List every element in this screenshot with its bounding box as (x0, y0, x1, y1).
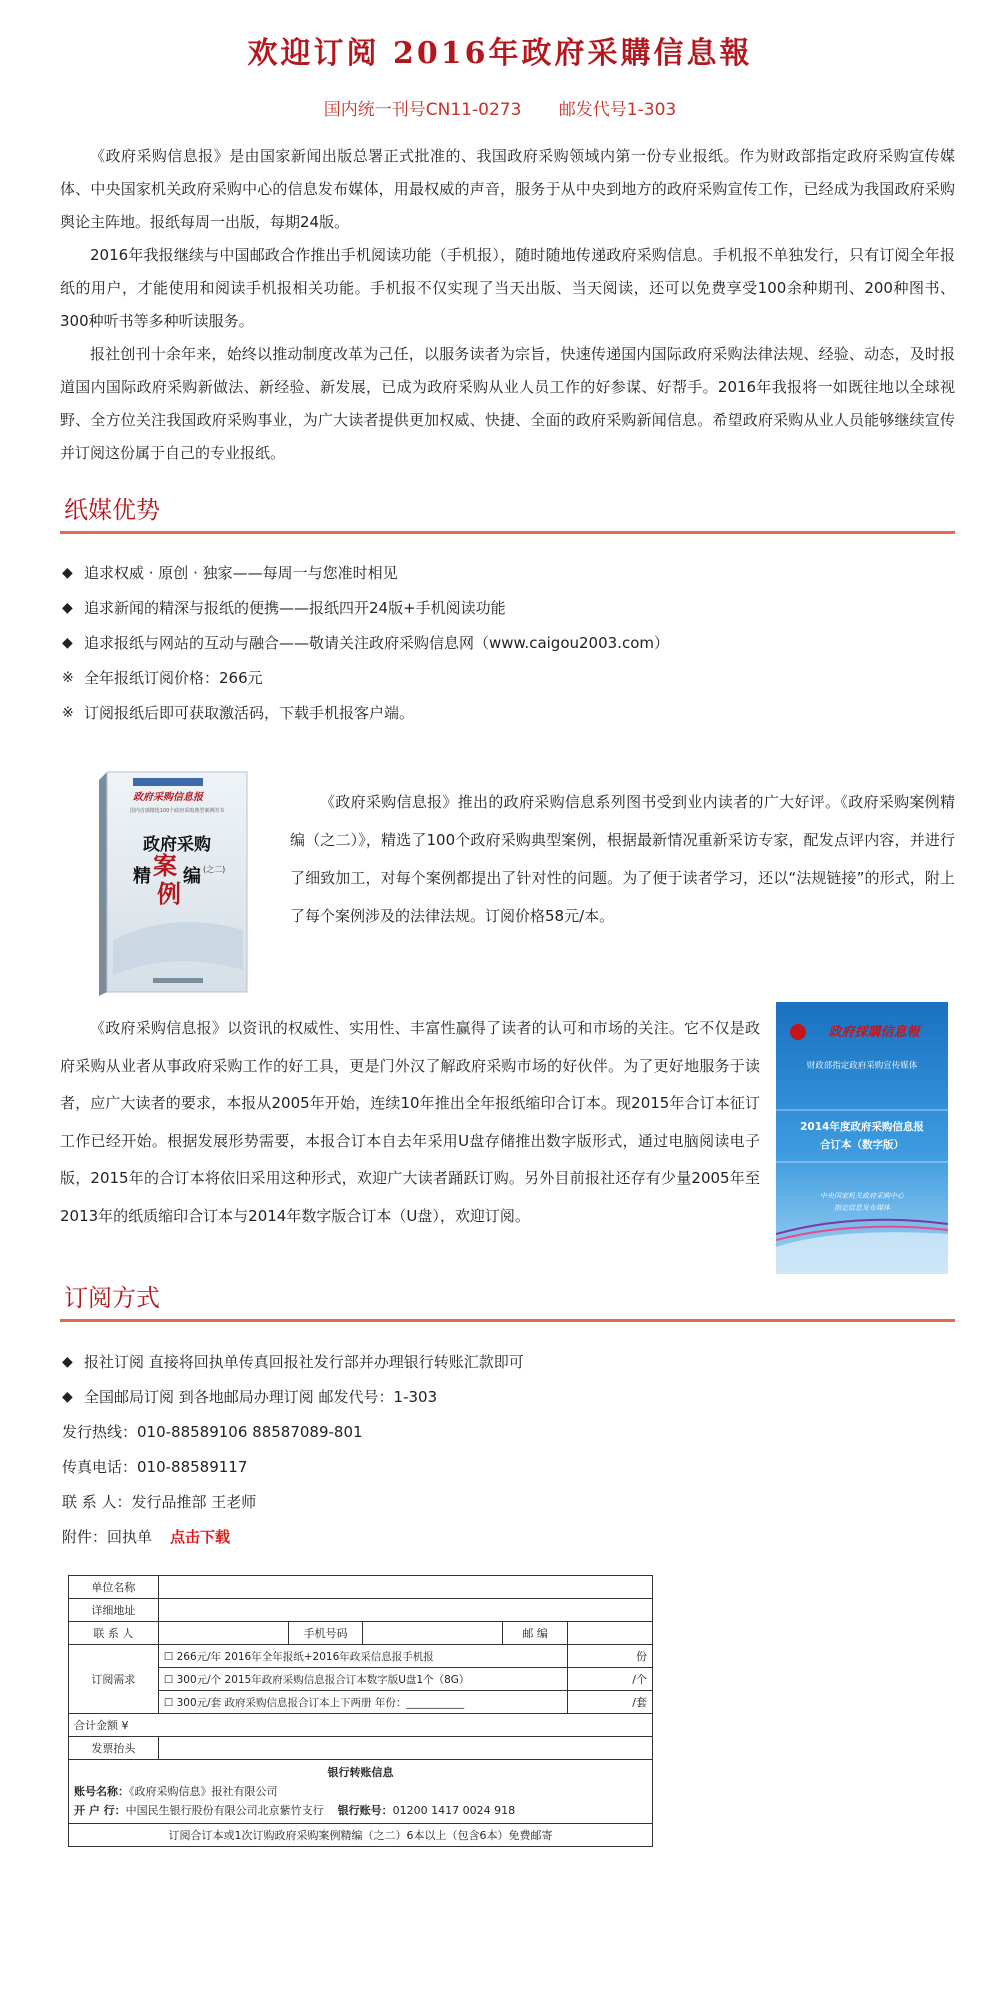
list-item: ※ 订阅报纸后即可获取激活码，下载手机报客户端。 (62, 704, 415, 722)
book-cover-image (93, 770, 253, 998)
book-description: 《政府采购信息报》推出的政府采购信息系列图书受到业内读者的广大好评。《政府采购案例精编（之二）》，精选了100个政府采购典型案例，根据最新情况重新采访专家，配发点评内容，并进行了细致加工，对每个案例都提出了针对性的问题。为了便于读者学习，还以“法规链接”的形式，附上了每个案例涉及的法律法规。订阅价格58元/本。 (290, 793, 955, 925)
address-field[interactable] (158, 1599, 652, 1622)
intro-paragraph: 报社创刊十余年来，始终以推动制度改革为己任，以服务读者为宗旨，快速传递国内国际政府采购法律法规、经验、动态，及时报道国内国际政府采购新做法、新经验、新发展，已成为政府采购从业人员工作的好参谋、好帮手。2016年我报将一如既往地以全球视野、全方位关注我国政府采购事业，为广大读者提供更加权威、快捷、全面的政府采购新闻信息。希望政府采购从业人员能够继续宣传并订阅这份属于自己的专业报纸。 (60, 345, 955, 462)
paper-advantages-list (62, 556, 957, 731)
postal-code: 邮发代号1-303 (558, 100, 677, 120)
option-checkbox[interactable]: ☐ 266元/年 2016年全年报纸+2016年政采信息报手机报 (158, 1645, 567, 1668)
form-label: 订阅需求 (69, 1645, 159, 1714)
svg-text:例: 例 (157, 880, 181, 908)
section-header-paper (60, 490, 955, 534)
option-unit: 份 (568, 1645, 653, 1668)
phone-field[interactable] (363, 1622, 503, 1645)
svg-text:案: 案 (153, 852, 177, 880)
svg-text:编: 编 (183, 866, 201, 887)
subscription-form (68, 1575, 653, 1847)
option-checkbox[interactable]: ☐ 300元/套 政府采购信息报合订本上下两册 年份：___________ (158, 1691, 567, 1714)
list-item: ◆ 全国邮局订阅 到各地邮局办理订阅 邮发代号：1-303 (62, 1388, 438, 1406)
unit-name-field[interactable] (158, 1576, 652, 1599)
form-label: 详细地址 (69, 1599, 159, 1622)
account-number: 01200 1417 0024 918 (392, 1804, 516, 1817)
list-item: ◆ 报社订阅 直接将回执单传真回报社发行部并办理银行转账汇款即可 (62, 1353, 524, 1371)
book-cover-header: 政府采购信息报 (133, 792, 203, 803)
cover-slogan: 财政部指定政府采购宣传媒体 (806, 1061, 918, 1071)
account-name: 《政府采购信息》报社有限公司 (129, 1785, 278, 1798)
annual-volume-description: 《政府采购信息报》以资讯的权威性、实用性、丰富性赢得了读者的认可和市场的关注。它不仅是政府采购从业者从事政府采购工作的好工具，更是门外汉了解政府采购市场的好伙伴。为了更好地服务于读者，应广大读者的要求，本报从2005年开始，连续10年推出全年报纸缩印合订本。现2015年合订本征订工作已经开始。根据发展形势需要，本报合订本自去年采用U盘存储推出数字版形式，通过电脑阅读电子版，2015年的合订本将依旧采用这种形式，欢迎广大读者踊跃订购。另外目前报社还存有少量2005年至2013年的纸质缩印合订本与2014年数字版合订本（U盘），欢迎订阅。 (60, 1019, 760, 1225)
list-item: ※ 全年报纸订阅价格：266元 (62, 669, 263, 687)
cover-title: 2014年度政府采购信息报 (800, 1121, 924, 1133)
list-item: ◆ 追求新闻的精深与报纸的便携——报纸四开24版+手机阅读功能 (62, 599, 506, 617)
option-unit: /套 (568, 1691, 653, 1714)
attachment-row (62, 1520, 957, 1555)
intro-paragraph: 《政府采购信息报》是由国家新闻出版总署正式批准的、我国政府采购领域内第一份专业报纸。作为财政部指定政府采购宣传媒体、中央国家机关政府采购中心的信息发布媒体，用最权威的声音，服务于从中央到地方的政府采购宣传工作，已经成为我国政府采购舆论主阵地。报纸每周一出版，每期24版。 (60, 147, 955, 231)
attachment-label: 附件：回执单 (62, 1528, 153, 1546)
list-item: ◆ 追求报纸与网站的互动与融合——敬请关注政府采购信息网（www.caigou2003.com） (62, 634, 669, 652)
cover-subtitle: 合订本（数字版） (820, 1139, 904, 1151)
subscription-info (62, 1345, 957, 1555)
book-cover-sub: 国内首部精选100个政府采购典型案例的书 (129, 808, 225, 814)
list-item: ◆ 追求权威 · 原创 · 独家——每周一与您准时相见 (62, 564, 398, 582)
form-label: 联 系 人 (69, 1622, 159, 1645)
option-unit: /个 (568, 1668, 653, 1691)
section-heading: 纸媒优势 (64, 496, 160, 524)
cover-logo: 政府採購信息報 (828, 1025, 920, 1040)
subtitle (0, 95, 1000, 120)
section-header-subscribe (60, 1278, 955, 1322)
download-link[interactable]: 点击下载 (170, 1528, 231, 1546)
svg-text:精: 精 (133, 866, 151, 887)
form-note: 订阅合订本或1次订购政府采购案例精编（之二）6本以上（包含6本）免费邮寄 (69, 1824, 653, 1847)
page-title: 欢迎订阅 2016年政府采購信息報 (247, 36, 753, 71)
bank-name: 中国民生银行股份有限公司北京紫竹支行 (125, 1804, 324, 1817)
zip-field[interactable] (568, 1622, 653, 1645)
option-checkbox[interactable]: ☐ 300元/个 2015年政府采购信息报合订本数字版U盘1个（8G） (158, 1668, 567, 1691)
svg-text:指定信息发布媒体: 指定信息发布媒体 (834, 1204, 890, 1212)
form-label: 单位名称 (69, 1576, 159, 1599)
issn-number: 国内统一刊号CN11-0273 (323, 100, 522, 120)
intro-section (60, 140, 955, 470)
intro-paragraph: 2016年我报继续与中国邮政合作推出手机阅读功能（手机报），随时随地传递政府采购信息。手机报不单独发行，只有订阅全年报纸的用户，才能使用和阅读手机报相关功能。手机报不仅实现了当天出版、当天阅读，还可以免费享受100余种期刊、200种图书、300种听书等多种听读服务。 (60, 246, 955, 330)
contact-person: 联 系 人：发行品推部 王老师 (62, 1493, 257, 1511)
form-label: 邮 编 (503, 1622, 568, 1645)
section-heading: 订阅方式 (64, 1284, 160, 1312)
fax: 传真电话：010-88589117 (62, 1458, 248, 1476)
form-label: 发票抬头 (69, 1737, 159, 1760)
form-label: 手机号码 (288, 1622, 363, 1645)
svg-text:中央国家机关政府采购中心: 中央国家机关政府采购中心 (820, 1192, 904, 1200)
book-cover-title: 政府采购 (143, 835, 211, 855)
contact-field[interactable] (158, 1622, 288, 1645)
bank-title: 银行转账信息 (327, 1766, 394, 1779)
annual-volume-cover-image (776, 1002, 948, 1274)
bank-info: 银行转账信息 账号名称：《政府采购信息》报社有限公司 开 户 行：中国民生银行股份有限公司北京紫竹支行 银行账号：01200 1417 0024 918 (69, 1760, 653, 1824)
invoice-field[interactable] (158, 1737, 652, 1760)
hotline: 发行热线：010-88589106 88587089-801 (62, 1423, 363, 1441)
total-amount[interactable]: 合计金额 ¥ (69, 1714, 653, 1737)
svg-text:(之二): (之二) (203, 865, 226, 874)
